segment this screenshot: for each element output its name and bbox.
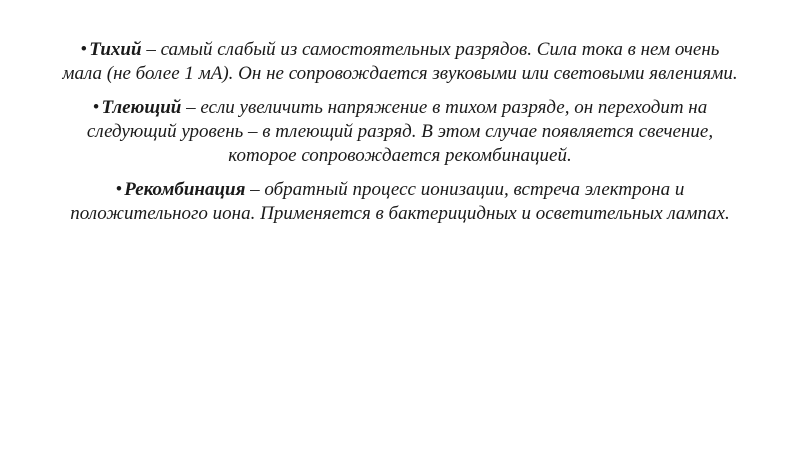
bullet-icon: • — [115, 179, 123, 200]
definition-glow: – если увеличить напряжение в тихом разряде, он переходит на следующий уровень – в тлеющий разряд. В этом случае появляется свечение, которое сопровождается рекомбинацией. — [86, 97, 714, 166]
bullet-item-quiet — [60, 38, 740, 86]
bullet-icon: • — [80, 39, 88, 60]
bullet-list — [60, 38, 740, 236]
bullet-item-recombination — [60, 178, 740, 226]
definition-quiet: – самый слабый из самостоятельных разрядов. Сила тока в нем очень мала (не более 1 мА). Он не сопровождается звуковыми или световыми явлениями. — [62, 39, 738, 84]
bullet-icon: • — [92, 97, 100, 118]
term-glow: Тлеющий — [101, 97, 182, 118]
bullet-item-glow — [60, 96, 740, 168]
definition-recombination: – обратный процесс ионизации, встреча электрона и положительного иона. Применяется в бактерицидных и осветительных лампах. — [70, 179, 730, 224]
term-recombination: Рекомбинация — [124, 179, 246, 200]
term-quiet: Тихий — [89, 39, 142, 60]
